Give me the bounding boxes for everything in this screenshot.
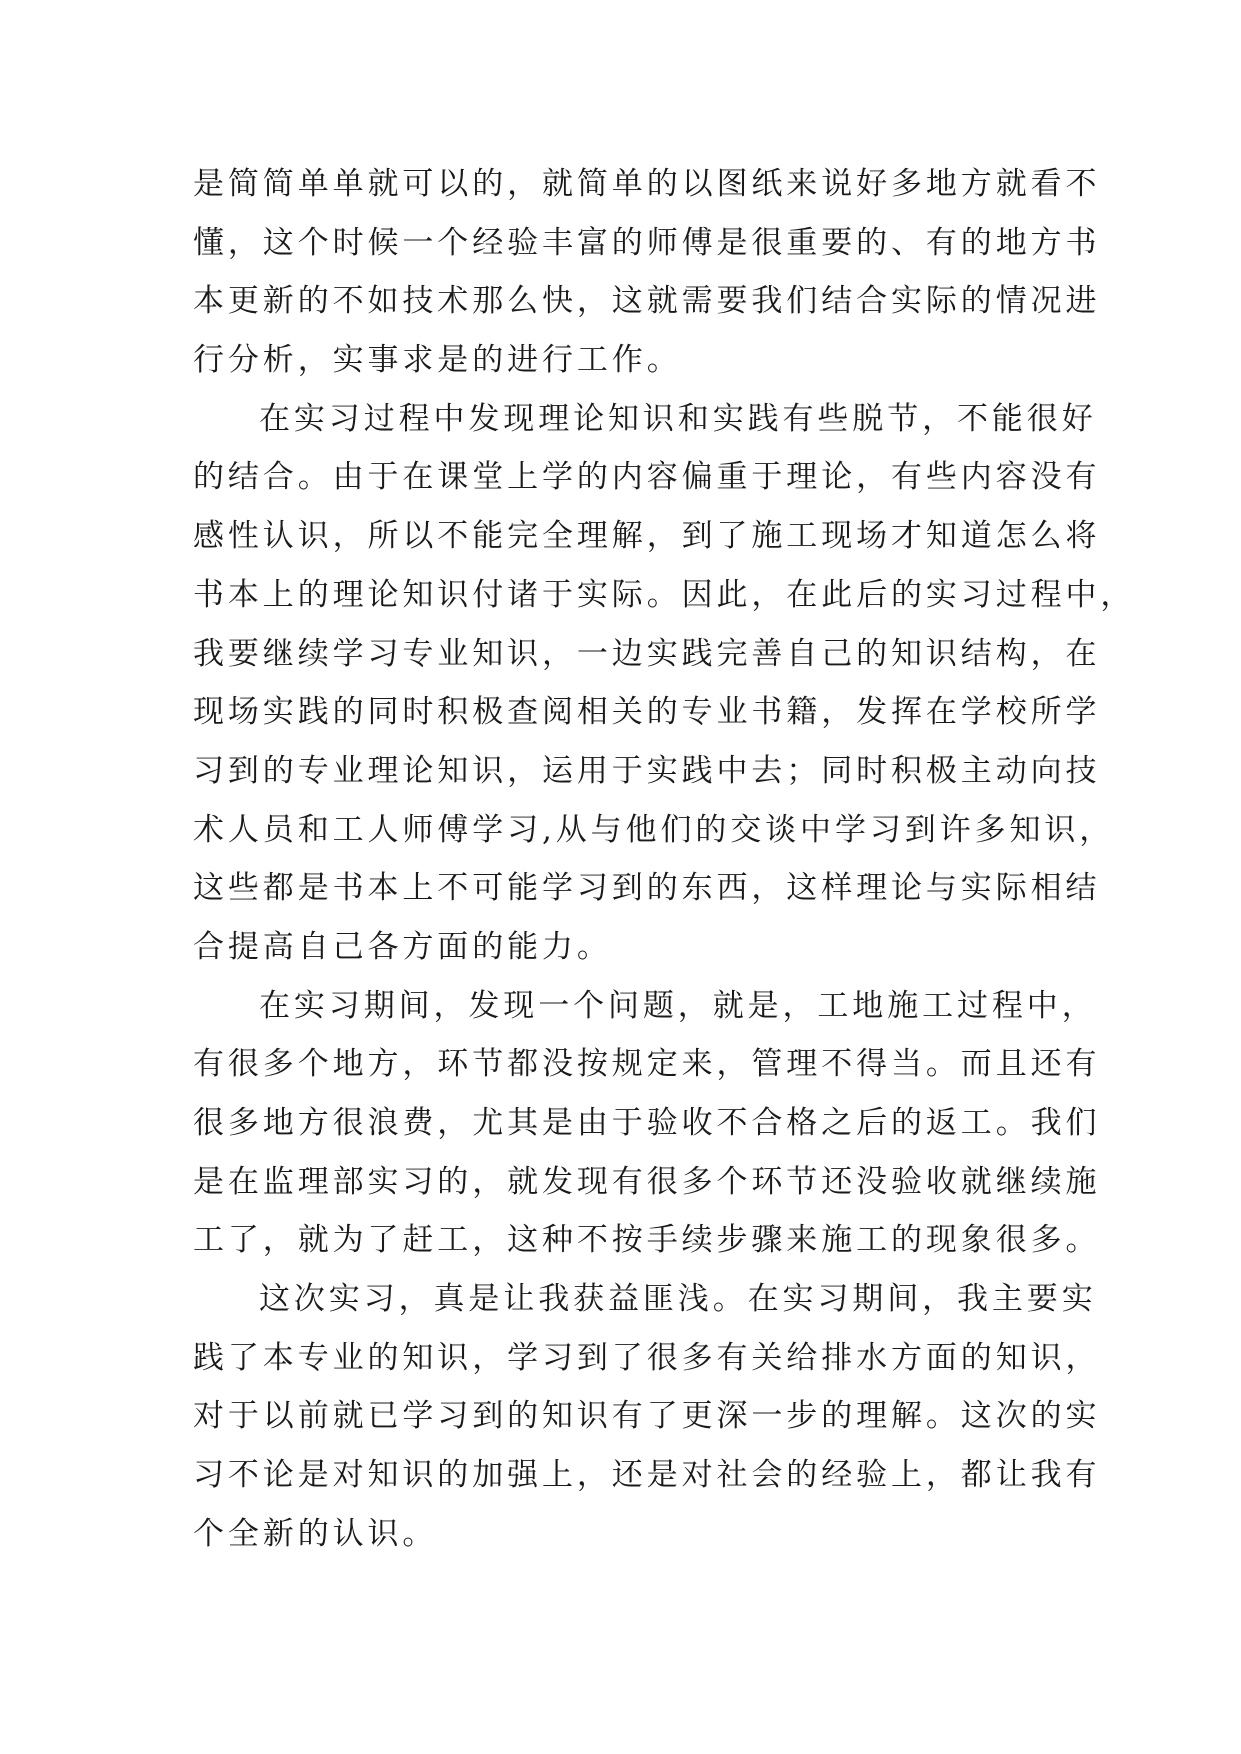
text-line: 懂，这个时候一个经验丰富的师傅是很重要的、有的地方书: [193, 224, 1101, 261]
text-line: 有很多个地方，环节都没按规定来，管理不得当。而且还有: [193, 1046, 1101, 1083]
paragraph-4: [193, 1270, 1101, 1563]
paragraph-3: [193, 977, 1101, 1270]
text-line: 本更新的不如技术那么快，这就需要我们结合实际的情况进: [193, 283, 1101, 320]
text-line: 对于以前就已学习到的知识有了更深一步的理解。这次的实: [193, 1398, 1101, 1435]
text-line: 个全新的认识。: [193, 1515, 438, 1552]
text-line: 这次实习，真是让我获益匪浅。在实习期间，我主要实: [259, 1281, 1097, 1318]
text-line: 术人员和工人师傅学习,从与他们的交谈中学习到许多知识，: [193, 811, 1115, 848]
text-line: 合提高自己各方面的能力。: [193, 928, 612, 965]
text-line: 我要继续学习专业知识，一边实践完善自己的知识结构，在: [193, 635, 1101, 672]
text-line: 工了，就为了赶工，这种不按手续步骤来施工的现象很多。: [193, 1222, 1101, 1259]
text-line: 是简简单单就可以的，就简单的以图纸来说好多地方就看不: [193, 166, 1101, 202]
text-line: 习到的专业理论知识，运用于实践中去；同时积极主动向技: [193, 752, 1101, 789]
paragraph-1: [193, 155, 1101, 390]
text-line: 这些都是书本上不可能学习到的东西，这样理论与实际相结: [193, 870, 1101, 907]
text-line: 是在监理部实习的，就发现有很多个环节还没验收就继续施: [193, 1163, 1101, 1200]
paragraph-2: [193, 390, 1136, 977]
text-line: 在实习过程中发现理论知识和实践有些脱节，不能很好: [259, 400, 1097, 437]
text-line: 践了本专业的知识，学习到了很多有关给排水方面的知识，: [193, 1339, 1101, 1376]
body-text: [193, 155, 1136, 1564]
text-line: 在实习期间，发现一个问题，就是，工地施工过程中，: [259, 987, 1097, 1024]
text-line: 习不论是对知识的加强上，还是对社会的经验上，都让我有: [193, 1457, 1101, 1494]
text-line: 很多地方很浪费，尤其是由于验收不合格之后的返工。我们: [193, 1105, 1101, 1141]
text-line: 行分析，实事求是的进行工作。: [193, 342, 682, 379]
text-line: 感性认识，所以不能完全理解，到了施工现场才知道怎么将: [193, 518, 1101, 555]
text-line: 书本上的理论知识付诸于实际。因此，在此后的实习过程中，: [193, 576, 1136, 613]
text-line: 的结合。由于在课堂上学的内容偏重于理论，有些内容没有: [193, 459, 1101, 496]
text-line: 现场实践的同时积极查阅相关的专业书籍，发挥在学校所学: [193, 694, 1101, 731]
